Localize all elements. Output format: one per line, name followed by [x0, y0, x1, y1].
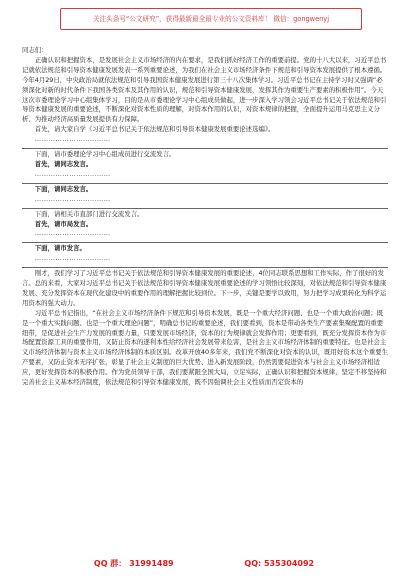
speaker-bureau: 首先，请市局发言。 — [34, 219, 93, 228]
divider — [22, 183, 388, 184]
footer-contact — [0, 558, 408, 569]
ellipsis-line: …………………………… — [34, 254, 111, 263]
instruction-group-exchange: 下面，请市委理论学习中心组成员进行交流发言。 — [34, 150, 176, 159]
ellipsis-line: …………………………… — [34, 194, 111, 203]
ellipsis-line: …………………………… — [34, 229, 111, 238]
speaker-city: 下面，请市发言。 — [34, 244, 86, 253]
qq-number: QQ: 535304092 — [244, 559, 315, 568]
divider — [22, 208, 388, 209]
paragraph-self-study: 首先，请大家自学《习近平总书记关于依法规范和引导资本健康发展重要论述选编》。 — [34, 125, 275, 134]
paragraph-main-point: 习近平总书记指出，“在社会主义市场经济条件下规范和引导资本发展，既是一个重大经济问题、也是一个重大政治问题；既是一个重大实践问题、也是一个重大理论问题”，明确总书记的重要论述，我们要看到，资本是带动各类生产要素集聚配置的重要纽带，是促进社会生产力发展的重要力量，只要发展市场经济，资本的行为规律就会发挥作用；更要看到，既充分发挥资本作为市场配置资源工具的重要作用，又防止资本的逐利本性给经济社会发展带来危害，是社会主义市场经济体制的重要特征。也是社会主义市场经济体制与资本主义市场经济体制的本质区别。改革开放40多年来，我们党不断深化对资本的认识，既用好资本这个重要生产要素，又防止资本无序扩张，彰显了社会主义制度的巨大优势、进入新发展阶段，仍然需要促进资本与社会主义市场经济相适应，更好发挥资本的积极作用。作为党员领导干部，我们要紧跟全国大局，立足实际，正确认识和把握资本规律，坚定不移坚持和完善社会主义基本经济制度，依法规范和引导资本健康发展，既不因强调社会主义性质而否定资本的 — [22, 308, 389, 387]
paragraph-summary: 刚才，我们学习了习近平总书记关于依法规范和引导资本健康发展的重要论述，4位同志联系思想和工作实际，作了很好的发言。总的来看，大家对习近平总书记关于依法规范和引导资本健康发展重要论述的学习领悟比较深刻，对依法规范和引导资本健康发展、充分发挥资本在现代化建设中的重要作用的理解把握比较到位。下一步，关键是要学以致用，努力把学习成果转化为科学运用资本的强大动力。 — [22, 269, 387, 307]
greeting: 同志们： — [22, 46, 48, 54]
ellipsis-line: …………………………… — [34, 135, 111, 144]
instruction-department-exchange: 下面，请相关市直部门进行交流发言。 — [34, 209, 144, 218]
divider — [22, 267, 388, 268]
paragraph-intro: 正确认识和把握资本，是发展社会主义市场经济的内在要求，是我们抓好经济工作的重要前提。党的十八大以来，习近平总书记就依法规范和引导资本健康发展发表一系列重要论述，为我们在社会主义市场经济条件下规范和引导资本发展提供了根本遵循。今年4月29日，中央政治局就依法规范和引导我国资本健康发展进行第三十八次集体学习。习近平总书记在主持学习时又强调“必须深化对新的时代条件下我国各类资本及其作用的认识，规范和引导资本健康发展，发挥其作为重要生产要素的积极作用”。今天这次市委理论学习中心组集体学习，目的是从市委理论学习中心组成员做起，进一步深入学习领会习近平总书记关于依法规范和引导资本健康发展的重要论述，不断深化对资本性质的理解，对资本作用的认识，对资本规律的把握，全面提升运用马克思主义分析、为推动经济高质量发展提供有力保障。 — [22, 55, 387, 124]
document-body — [22, 46, 388, 388]
ellipsis-line: …………………………… — [34, 169, 111, 178]
qq-group: QQ 群： 31991489 — [93, 559, 174, 568]
divider — [22, 148, 388, 149]
speaker-next: 下面，请同志发言。 — [34, 184, 93, 193]
top-banner: 关注头条号“公文研究”，获得最新最全最专业的公文资料库！ 微信：gongwenyj — [60, 8, 362, 30]
speaker-first: 首先，请同志发言。 — [34, 159, 93, 168]
